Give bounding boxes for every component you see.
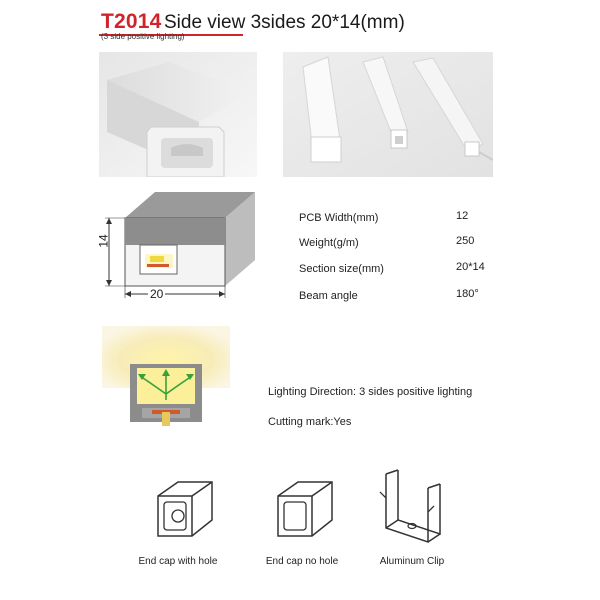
section-dimension-drawing	[95, 190, 265, 305]
width-dimension-label: 20	[150, 287, 164, 301]
profile-rods-photo	[283, 52, 493, 177]
profile-end-photo	[99, 52, 257, 177]
page-subtitle: (3 side positive lighting)	[101, 32, 185, 41]
spec-label-beam-angle: Beam angle	[299, 290, 358, 302]
cutting-mark-text: Cutting mark:Yes	[268, 416, 352, 428]
lighting-direction-diagram	[102, 326, 230, 426]
page-title: Side view 3sides 20*14(mm)	[164, 12, 405, 33]
spec-label-section-size: Section size(mm)	[299, 263, 384, 275]
spec-label-pcb-width: PCB Width(mm)	[299, 212, 379, 224]
spec-label-weight: Weight(g/m)	[299, 237, 359, 249]
product-code: T2014	[101, 10, 162, 33]
end-cap-with-hole-icon	[148, 478, 218, 544]
end-cap-no-hole-label: End cap no hole	[265, 556, 339, 567]
spec-value-pcb-width: 12	[456, 210, 469, 222]
lighting-direction-text: Lighting Direction: 3 sides positive lighting	[268, 386, 473, 398]
spec-value-section-size: 20*14	[456, 261, 485, 273]
end-cap-with-hole-label: End cap with hole	[138, 556, 218, 567]
aluminum-clip-label: Aluminum Clip	[379, 556, 445, 567]
height-dimension-label: 14	[96, 234, 111, 248]
spec-value-weight: 250	[456, 235, 475, 247]
end-cap-no-hole-icon	[268, 478, 338, 544]
aluminum-clip-icon	[378, 468, 448, 548]
spec-value-beam-angle: 180°	[456, 288, 479, 300]
